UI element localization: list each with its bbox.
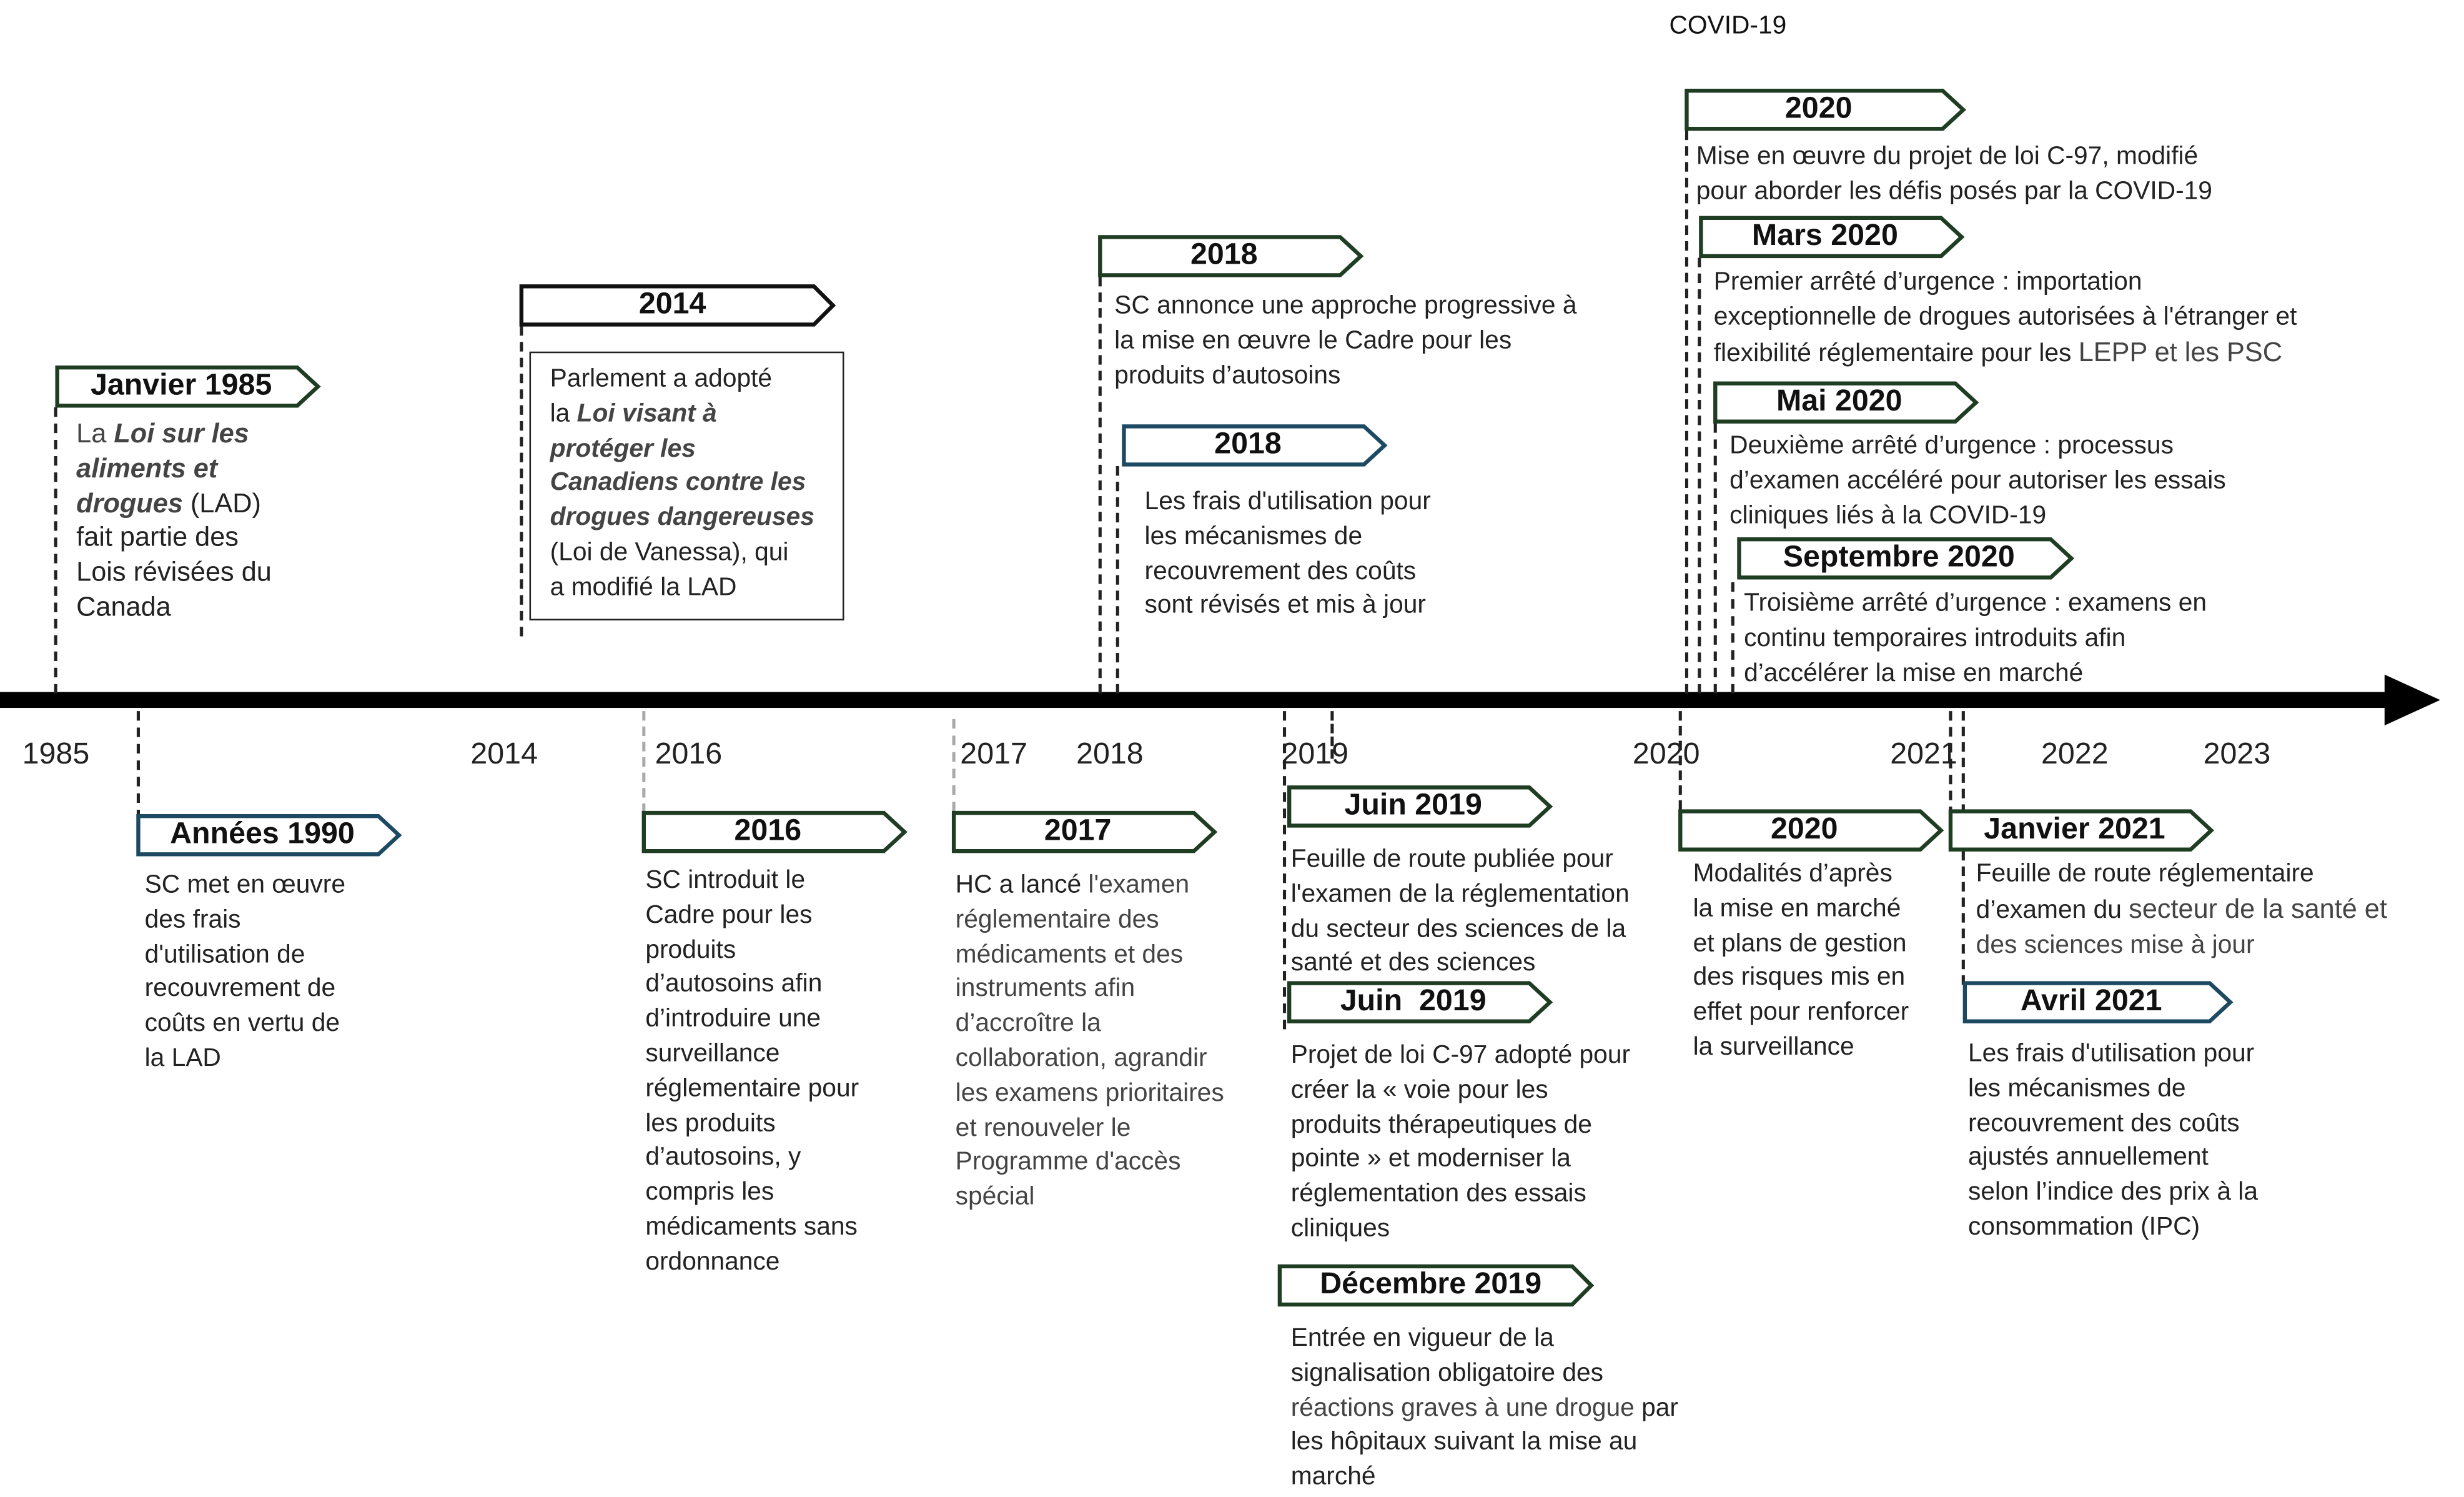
connector-2016 xyxy=(642,711,645,813)
event-tag-juin-2019-c97: Juin 2019 xyxy=(1288,982,1552,1023)
event-tag-2017: 2017 xyxy=(952,812,1217,853)
event-text-avril-2021: Les frais d'utilisation pour les mécanismes de recouvrement des coûts ajustés annuellement selon l’indice des prix à la consommation (IPC) xyxy=(1967,1040,2259,1241)
year-label-2018: 2018 xyxy=(1076,738,1144,772)
connector-mar2020 xyxy=(1698,257,1701,694)
event-tag-2020-modalites: 2020 xyxy=(1679,810,1943,851)
event-tag-2018-frais: 2018 xyxy=(1122,425,1387,466)
covid-label: COVID-19 xyxy=(1669,12,1787,40)
connector-2014 xyxy=(520,326,523,637)
event-text-annees-1990: SC met en œuvre des frais d'utilisation de recouvrement de coûts en vertu de la LAD xyxy=(144,872,345,1073)
event-tag-septembre-2020: Septembre 2020 xyxy=(1738,538,2073,579)
event-text-septembre-2020: Troisième arrêté d’urgence : examens en continu temporaires introduits afin d’accélérer la mise en marché xyxy=(1744,590,2207,687)
connector-2018a xyxy=(1099,277,1102,694)
year-label-2023: 2023 xyxy=(2203,738,2271,772)
connector-2019 xyxy=(1283,711,1286,1029)
event-text-juin-2019-c97: Projet de loi C-97 adopté pour créer la « voie pour les produits thérapeutiques de pointe » et moderniser la réglementation des essais cliniques xyxy=(1290,1042,1631,1243)
event-text-janvier-2021: Feuille de route réglementaire d’examen du secteur de la santé et des sciences mise à jour xyxy=(1976,860,2387,959)
event-text-2018-autosoins: SC annonce une approche progressive à la mise en œuvre le Cadre pour les produits d’autosoins xyxy=(1114,292,1577,389)
year-label-2021: 2021 xyxy=(1890,738,1957,772)
event-text-2017: HC a lancé l'examen réglementaire des médicaments et des instruments afin d’accroître la collaboration, agrandir les examens prioritaires et renouveler le Programme d'accès spécial xyxy=(955,872,1224,1211)
connector-jan2021 xyxy=(1949,711,1952,816)
event-tag-decembre-2019: Décembre 2019 xyxy=(1278,1265,1593,1306)
connector-2019b xyxy=(1330,711,1333,758)
connector-2017 xyxy=(952,719,956,812)
connector-2018b xyxy=(1116,466,1119,694)
event-tag-2020-c97: 2020 xyxy=(1685,89,1965,131)
event-tag-annees-1990: Années 1990 xyxy=(137,815,401,856)
connector-1990 xyxy=(137,711,140,819)
year-label-2019: 2019 xyxy=(1281,738,1349,772)
event-tag-2016: 2016 xyxy=(642,812,906,853)
event-text-juin-2019-feuille: Feuille de route publiée pour l'examen de la réglementation du secteur des sciences de la santé et des sciences xyxy=(1290,846,1630,978)
year-label-2014: 2014 xyxy=(470,738,538,772)
connector-sep2020 xyxy=(1731,582,1734,694)
year-label-2020: 2020 xyxy=(1632,738,1700,772)
event-text-decembre-2019: Entrée en vigueur de la signalisation obligatoire des réactions graves à une drogue par les hôpitaux suivant la mise au marché xyxy=(1290,1325,1679,1491)
event-tag-janvier-2021: Janvier 2021 xyxy=(1949,810,2213,851)
event-text-2018-frais: Les frais d'utilisation pour les mécanismes de recouvrement des coûts sont révisés et mis à jour xyxy=(1144,488,1431,620)
event-tag-janvier-1985: Janvier 1985 xyxy=(56,366,320,407)
event-text-mars-2020: Premier arrêté d’urgence : importation exceptionnelle de drogues autorisées à l'étranger et flexibilité réglementaire pour les LEPP et les PSC xyxy=(1713,269,2297,367)
event-text-2020-c97: Mise en œuvre du projet de loi C-97, modifié pour aborder les défis posés par la COVID-19 xyxy=(1696,143,2212,205)
event-text-2020-modalites: Modalités d’après la mise en marché et plans de gestion des risques mis en effet pour renforcer la surveillance xyxy=(1693,860,1909,1062)
event-tag-mars-2020: Mars 2020 xyxy=(1700,216,1964,257)
axis-arrowhead xyxy=(2385,675,2440,725)
event-text-mai-2020: Deuxième arrêté d’urgence : processus d’examen accéléré pour autoriser les essais cliniques liés à la COVID-19 xyxy=(1729,432,2226,529)
year-label-2022: 2022 xyxy=(2041,738,2109,772)
event-text-2014: Parlement a adopté la Loi visant à protéger les Canadiens contre les drogues dangereuses (Loi de Vanessa), qui a modifié la LAD xyxy=(550,366,814,601)
connector-may2020 xyxy=(1714,423,1717,694)
event-text-janvier-1985: La Loi sur les aliments et drogues (LAD) fait partie des Lois révisées du Canada xyxy=(76,418,272,622)
connector-1985 xyxy=(54,407,57,694)
event-tag-mai-2020: Mai 2020 xyxy=(1714,382,1978,423)
year-label-1985: 1985 xyxy=(22,738,90,772)
event-tag-2018-autosoins: 2018 xyxy=(1099,236,1363,277)
event-tag-juin-2019-feuille: Juin 2019 xyxy=(1288,786,1552,827)
event-text-2016: SC introduit le Cadre pour les produits d’autosoins afin d’introduire une surveillance réglementaire pour les produits d’autosoins, y compris les médicaments sans ordonnance xyxy=(645,867,859,1276)
event-tag-avril-2021: Avril 2021 xyxy=(1963,982,2232,1023)
event-tag-2014: 2014 xyxy=(520,285,834,326)
year-label-2017: 2017 xyxy=(960,738,1027,772)
year-label-2016: 2016 xyxy=(655,738,723,772)
connector-2020bot xyxy=(1679,711,1682,810)
connector-2020top xyxy=(1685,131,1688,694)
